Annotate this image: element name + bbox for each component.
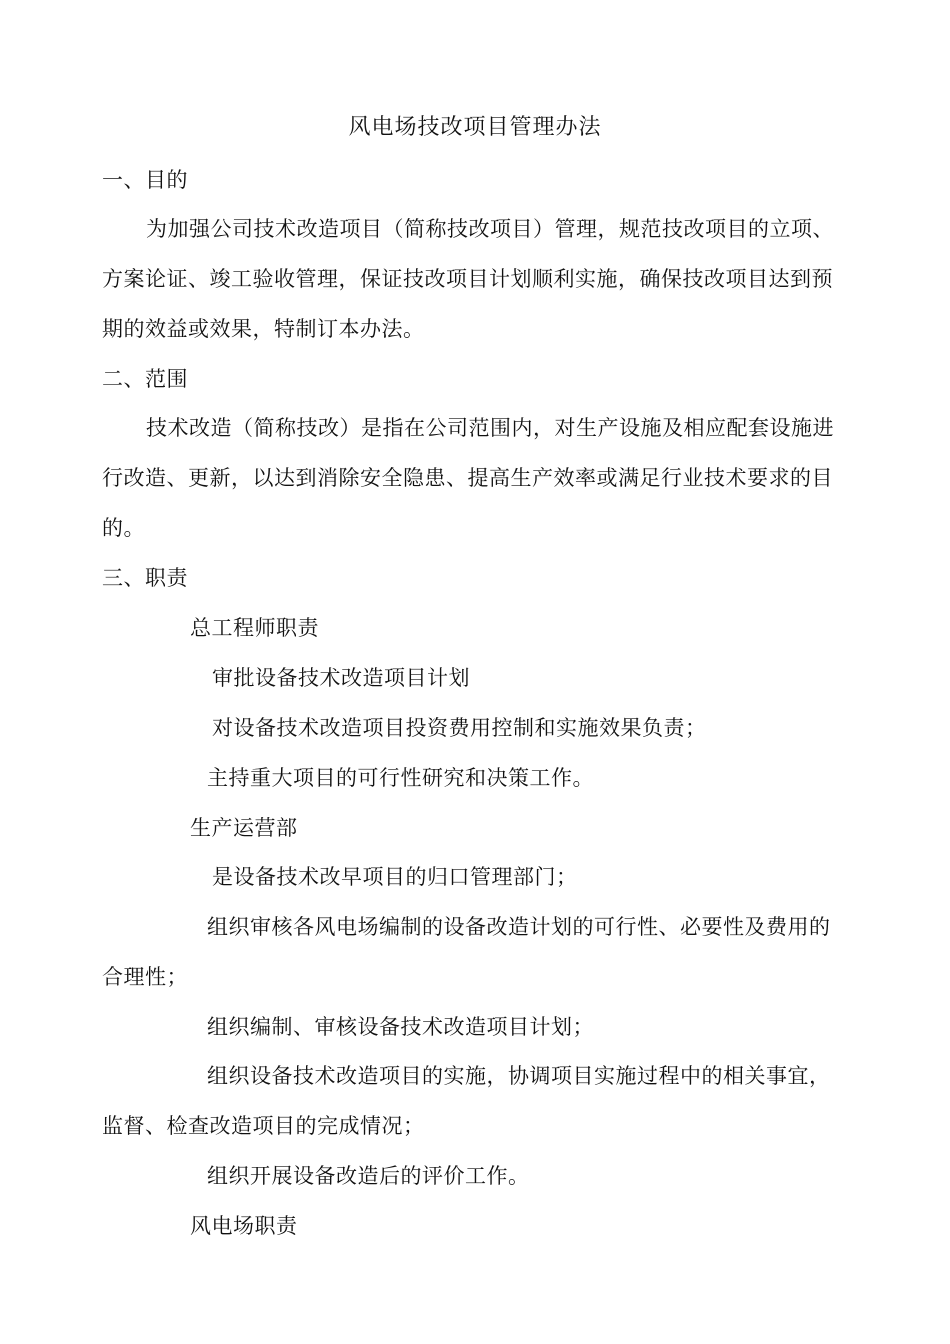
document-title: 风电场技改项目管理办法 xyxy=(348,115,602,140)
subheading-wind-farm: 风电场职责 xyxy=(190,1214,298,1238)
list-item: 是设备技术改早项目的归口管理部门； xyxy=(212,865,578,889)
list-item: 主持重大项目的可行性研究和决策工作。 xyxy=(207,766,594,790)
list-item: 对设备技术改造项目投资费用控制和实施效果负责； xyxy=(212,716,707,740)
paragraph-line: 行改造、更新，以达到消除安全隐患、提高生产效率或满足行业技术要求的目 xyxy=(102,466,833,490)
paragraph-line: 方案论证、竣工验收管理，保证技改项目计划顺利实施，确保技改项目达到预 xyxy=(102,267,833,291)
subheading-chief-engineer: 总工程师职责 xyxy=(190,616,319,640)
section-heading-purpose: 一、目的 xyxy=(102,168,188,192)
list-item-continuation: 合理性； xyxy=(102,965,188,989)
paragraph-line: 的。 xyxy=(102,516,145,540)
list-item: 组织开展设备改造后的评价工作。 xyxy=(207,1164,530,1188)
list-item: 审批设备技术改造项目计划 xyxy=(212,666,470,690)
section-heading-duties: 三、职责 xyxy=(102,566,188,590)
paragraph-line: 期的效益或效果，特制订本办法。 xyxy=(102,317,425,341)
subheading-production-dept: 生产运营部 xyxy=(190,816,298,840)
list-item: 组织编制、审核设备技术改造项目计划； xyxy=(207,1015,594,1039)
paragraph-line: 技术改造（简称技改）是指在公司范围内，对生产设施及相应配套设施进 xyxy=(146,416,834,440)
section-heading-scope: 二、范围 xyxy=(102,367,188,391)
list-item: 组织设备技术改造项目的实施，协调项目实施过程中的相关事宜， xyxy=(207,1064,831,1088)
paragraph-line: 为加强公司技术改造项目（简称技改项目）管理，规范技改项目的立项、 xyxy=(146,217,834,241)
list-item-continuation: 监督、检查改造项目的完成情况； xyxy=(102,1114,425,1138)
list-item: 组织审核各风电场编制的设备改造计划的可行性、必要性及费用的 xyxy=(207,915,831,939)
